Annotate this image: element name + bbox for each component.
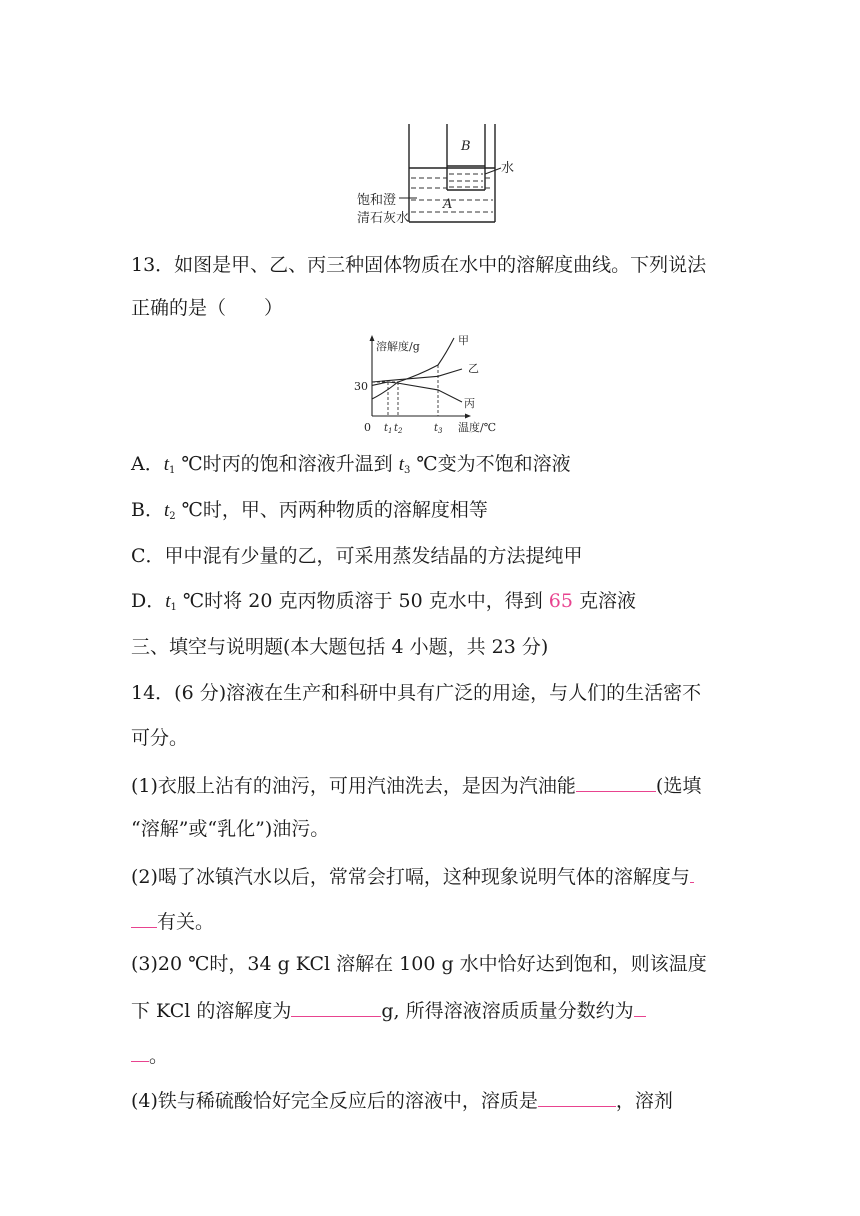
chart-ylabel: 溶解度/g — [376, 340, 420, 353]
q14-part2-line2: 有关。 — [131, 910, 731, 932]
q13-stem-line1: 13．如图是甲、乙、丙三种固体物质在水中的溶解度曲线。下列说法 — [131, 254, 707, 276]
chart-origin: 0 — [364, 421, 371, 434]
q14-part3-line2: 下 KCl 的溶解度为 g, 所得溶液溶质质量分数约为 — [131, 999, 731, 1021]
series-label-yi: 乙 — [468, 362, 479, 375]
chart-xlabel: 温度/℃ — [458, 421, 497, 434]
q14-part2-line1: (2)喝了冰镇汽水以后，常常会打嗝，这种现象说明气体的溶解度与 — [131, 865, 731, 887]
answer-blank-3c[interactable] — [131, 1044, 149, 1062]
option-C: C．甲中混有少量的乙，可采用蒸发结晶的方法提纯甲 — [131, 545, 583, 567]
q14-stem-line1: 14．(6 分)溶液在生产和科研中具有广泛的用途，与人们的生活密不 — [131, 682, 702, 704]
option-D: D．$t_1$ ℃时将 20 克丙物质溶于 50 克水中，得到 65 克溶液 — [131, 590, 636, 613]
label-water: 水 — [501, 161, 515, 176]
label-limewater-2: 清石灰水 — [357, 211, 410, 226]
answer-blank-1[interactable] — [576, 774, 656, 792]
answer-blank-2b[interactable] — [131, 910, 157, 928]
chart-x-tick-t3: $t_3$ — [434, 423, 443, 435]
curve-bing — [372, 382, 462, 402]
answer-blank-2a[interactable] — [690, 865, 694, 883]
answer-blank-3b[interactable] — [634, 999, 646, 1017]
chart-x-tick-t2: $t_2$ — [394, 423, 403, 435]
q13-stem-line2: 正确的是（ ） — [131, 297, 284, 319]
chart-y-tick-30: 30 — [354, 380, 368, 393]
beaker-figure — [355, 118, 525, 230]
q14-part3-line1: (3)20 ℃时，34 g KCl 溶解在 100 g 水中恰好达到饱和，则该温度 — [131, 953, 707, 975]
q14-part4-line1: (4)铁与稀硫酸恰好完全反应后的溶液中，溶质是 ，溶剂 — [131, 1090, 673, 1112]
answer-blank-4[interactable] — [538, 1089, 616, 1107]
answer-blank-3a[interactable] — [291, 999, 381, 1017]
q14-part3-line3: 。 — [131, 1044, 731, 1066]
series-label-jia: 甲 — [458, 334, 469, 347]
solubility-chart — [350, 332, 510, 436]
q14-part1-line1: (1)衣服上沾有的油污，可用汽油洗去，是因为汽油能 (选填 — [131, 775, 702, 797]
q14-stem-line2: 可分。 — [131, 727, 189, 749]
option-D-answer: 65 — [548, 590, 573, 612]
chart-x-tick-t1: $t_1$ — [384, 423, 393, 435]
option-B: B．$t_2$ ℃时，甲、丙两种物质的溶解度相等 — [131, 499, 488, 522]
section-3-heading: 三、填空与说明题(本大题包括 4 小题，共 23 分) — [131, 636, 549, 658]
option-A: A．$t_1$ ℃时丙的饱和溶液升温到 $t_3$ ℃变为不饱和溶液 — [131, 453, 571, 476]
series-label-bing: 丙 — [464, 397, 475, 410]
q14-part1-line2: “溶解”或“乳化”)油污。 — [131, 818, 330, 840]
label-limewater-1: 饱和澄 — [357, 193, 397, 208]
label-A: A — [443, 197, 453, 212]
label-B: B — [461, 139, 471, 154]
